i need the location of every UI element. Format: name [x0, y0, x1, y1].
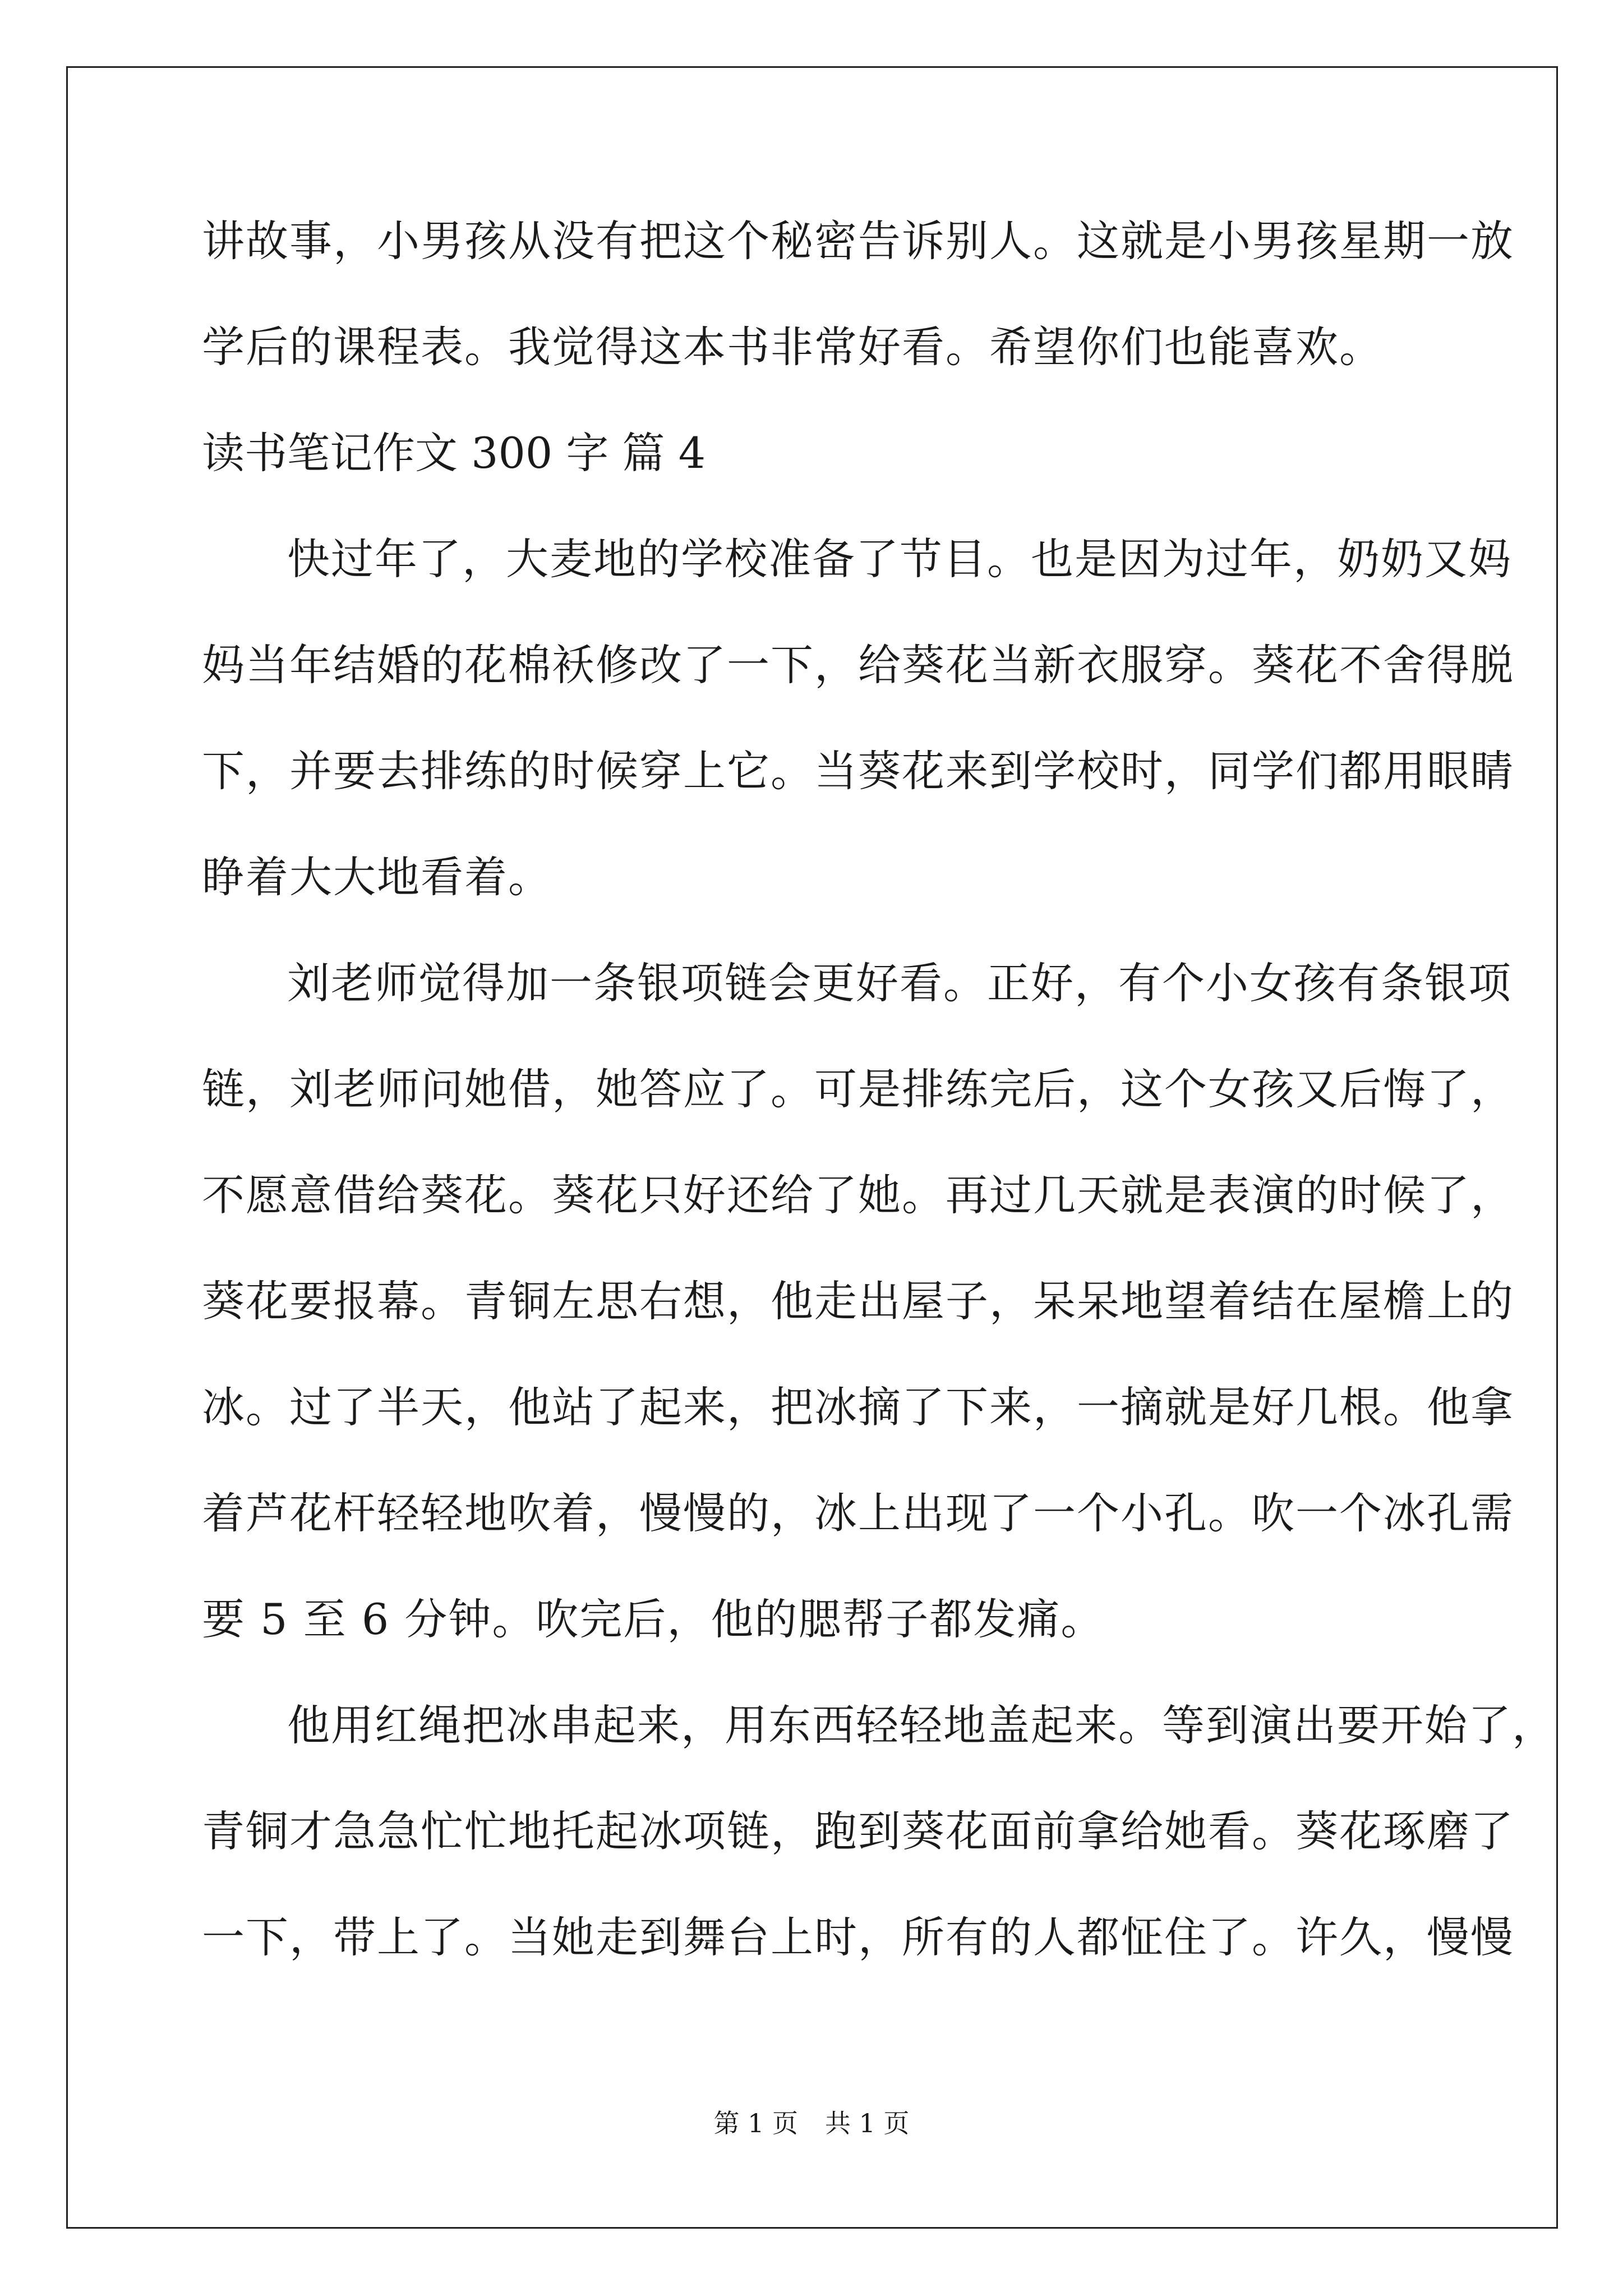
page-number: 第 1 页	[713, 2108, 798, 2138]
text-line: 一下，带上了。当她走到舞台上时，所有的人都怔住了。许久，慢慢	[202, 1912, 1514, 1962]
section-title: 读书笔记作文 300 字 篇 4	[202, 428, 706, 478]
text-line: 讲故事，小男孩从没有把这个秘密告诉别人。这就是小男孩星期一放	[202, 216, 1514, 266]
paragraph-start-line: 快过年了，大麦地的学校准备了节目。也是因为过年，奶奶又妈	[287, 534, 1512, 584]
document-body	[202, 208, 1556, 2010]
text-line: 着芦花杆轻轻地吹着，慢慢的，冰上出现了一个小孔。吹一个冰孔需	[202, 1488, 1514, 1538]
text-line: 学后的课程表。我觉得这本书非常好看。希望你们也能喜欢。	[202, 322, 1383, 372]
text-line: 冰。过了半天，他站了起来，把冰摘了下来，一摘就是好几根。他拿	[202, 1382, 1514, 1432]
text-line: 青铜才急急忙忙地托起冰项链，跑到葵花面前拿给她看。葵花琢磨了	[202, 1806, 1514, 1856]
text-line: 不愿意借给葵花。葵花只好还给了她。再过几天就是表演的时候了，	[202, 1170, 1514, 1220]
text-line: 妈当年结婚的花棉袄修改了一下，给葵花当新衣服穿。葵花不舍得脱	[202, 640, 1514, 690]
text-line: 链，刘老师问她借，她答应了。可是排练完后，这个女孩又后悔了，	[202, 1064, 1514, 1114]
paragraph-start-line: 刘老师觉得加一条银项链会更好看。正好，有个小女孩有条银项	[287, 958, 1512, 1008]
text-line: 睁着大大地看着。	[202, 852, 552, 902]
page-footer	[0, 2106, 1623, 2140]
text-line: 下，并要去排练的时候穿上它。当葵花来到学校时，同学们都用眼睛	[202, 746, 1514, 796]
text-line: 葵花要报幕。青铜左思右想，他走出屋子，呆呆地望着结在屋檐上的	[202, 1276, 1514, 1326]
text-line: 要 5 至 6 分钟。吹完后，他的腮帮子都发痛。	[202, 1594, 1105, 1644]
page-total: 共 1 页	[825, 2108, 910, 2138]
paragraph-start-line: 他用红绳把冰串起来，用东西轻轻地盖起来。等到演出要开始了，	[287, 1700, 1556, 1750]
